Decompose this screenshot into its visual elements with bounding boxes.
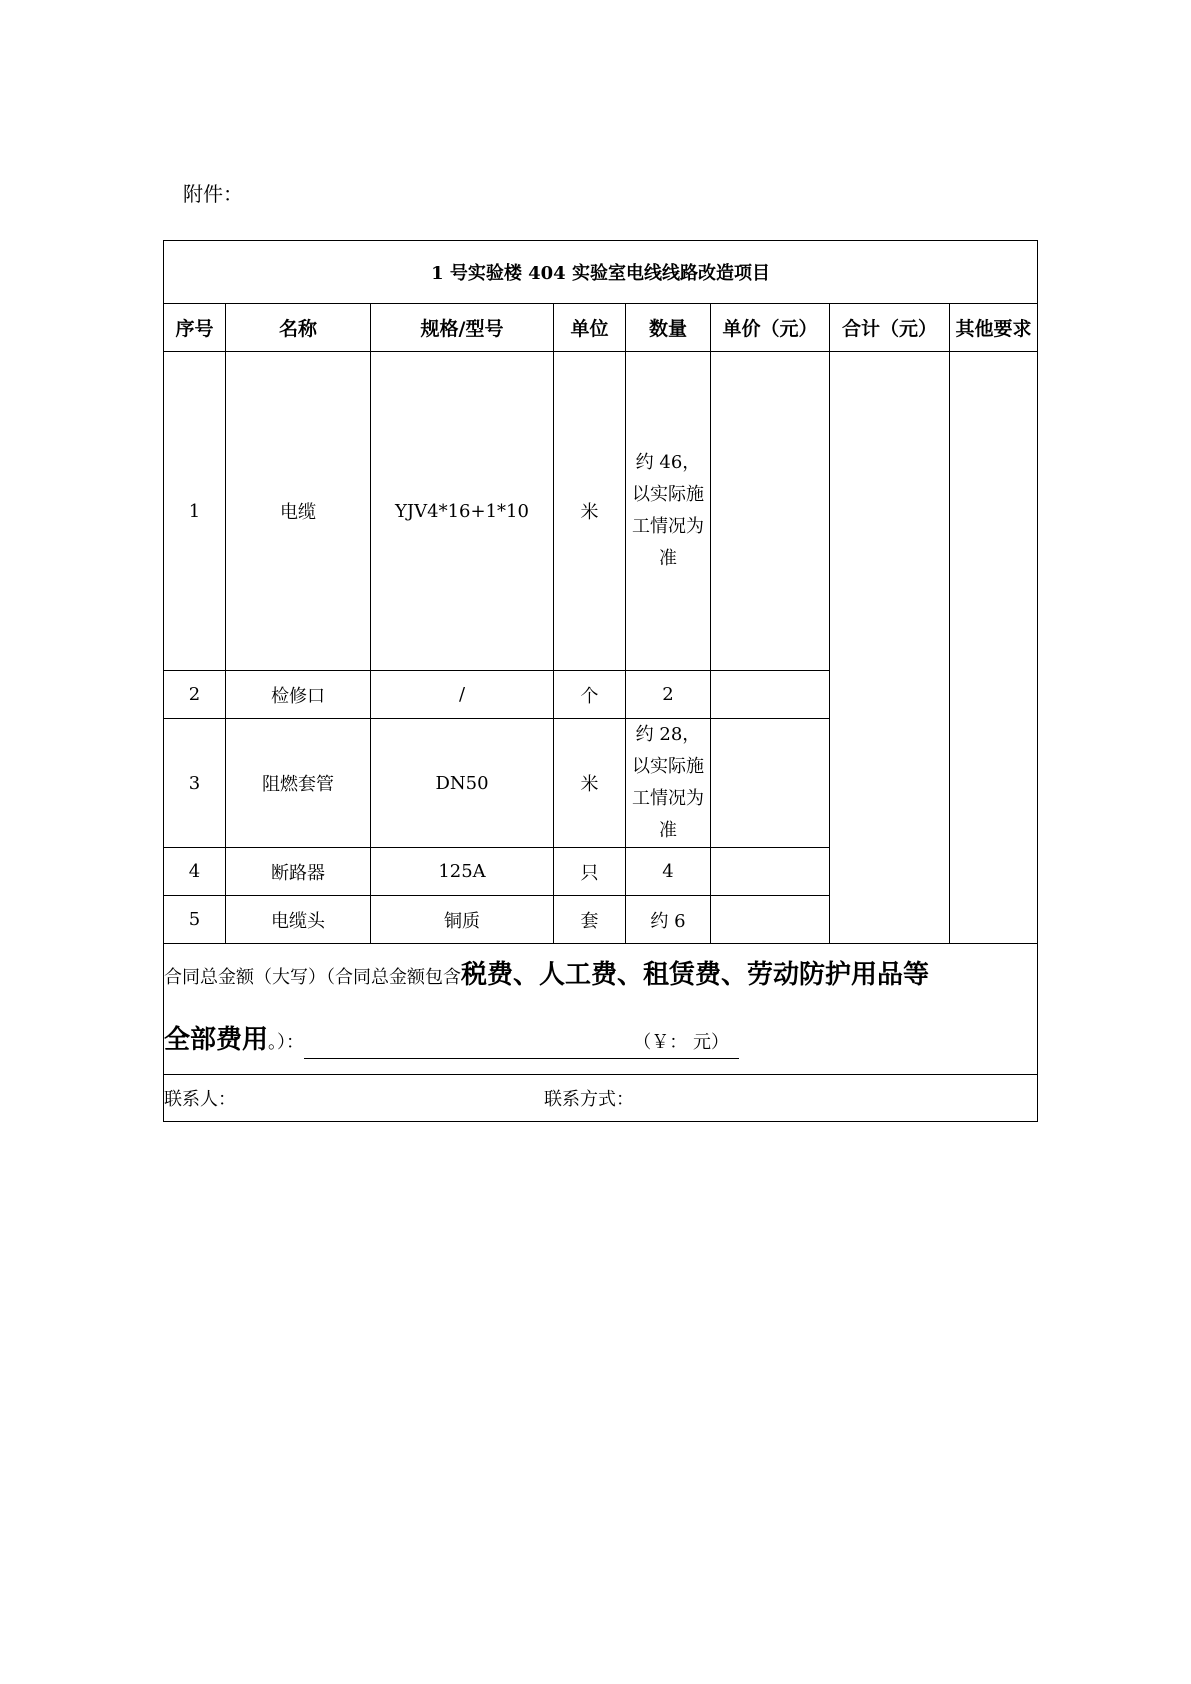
- row-name: 检修口: [226, 671, 371, 719]
- row-unit-price: [711, 896, 830, 944]
- row-no: 4: [164, 848, 226, 896]
- total-cell: [830, 352, 950, 944]
- contact-method-label: 联系方式：: [544, 1089, 634, 1110]
- header-total: 合计（元）: [830, 304, 950, 352]
- table-title: 1 号实验楼 404 实验室电线线路改造项目: [164, 241, 1038, 304]
- row-unit-price: [711, 671, 830, 719]
- row-unit: 个: [554, 671, 626, 719]
- row-qty: [626, 352, 711, 671]
- header-unit-price: 单价（元）: [711, 304, 830, 352]
- yen-amount: （￥： 元）: [633, 1032, 730, 1053]
- header-unit: 单位: [554, 304, 626, 352]
- row-spec: /: [371, 671, 554, 719]
- row-spec: 125A: [371, 848, 554, 896]
- contact-person-label: 联系人：: [164, 1089, 236, 1110]
- row-qty: 2: [626, 671, 711, 719]
- row-qty-text: 约 46，以实际施工情况为准: [632, 452, 704, 569]
- row-name: 阻燃套管: [226, 719, 371, 848]
- attachment-label: 附件：: [183, 182, 243, 206]
- total-amount-field[interactable]: [304, 1028, 739, 1059]
- header-spec: 规格/型号: [371, 304, 554, 352]
- row-name: 断路器: [226, 848, 371, 896]
- header-name: 名称: [226, 304, 371, 352]
- total-amount-suffix: 。）：: [268, 1032, 305, 1053]
- total-amount-cell: [164, 944, 1038, 1075]
- header-qty: 数量: [626, 304, 711, 352]
- row-unit: 米: [554, 352, 626, 671]
- total-amount-includes: 税费、人工费、租赁费、劳动防护用品等: [461, 960, 930, 990]
- row-no: 5: [164, 896, 226, 944]
- row-qty: 约 6: [626, 896, 711, 944]
- row-unit: 套: [554, 896, 626, 944]
- contact-row: [164, 1075, 1038, 1122]
- row-qty: 4: [626, 848, 711, 896]
- table-row: [164, 352, 1038, 671]
- row-unit-price: [711, 719, 830, 848]
- row-name: 电缆头: [226, 896, 371, 944]
- quotation-table: [163, 240, 1038, 1122]
- total-amount-label: 合同总金额（大写）（合同总金额包含: [164, 967, 461, 988]
- header-other: 其他要求: [950, 304, 1038, 352]
- row-unit-price: [711, 848, 830, 896]
- row-no: 2: [164, 671, 226, 719]
- row-unit: 只: [554, 848, 626, 896]
- total-amount-includes-2: 全部费用: [164, 1025, 269, 1055]
- table-header-row: [164, 304, 1038, 352]
- row-no: 1: [164, 352, 226, 671]
- row-no: 3: [164, 719, 226, 848]
- row-spec: DN50: [371, 719, 554, 848]
- row-spec: 铜质: [371, 896, 554, 944]
- row-spec: YJV4*16+1*10: [371, 352, 554, 671]
- total-amount-text: [164, 944, 1037, 1074]
- row-name: 电缆: [226, 352, 371, 671]
- row-unit-price: [711, 352, 830, 671]
- row-qty-text: 约 28，以实际施工情况为准: [632, 724, 704, 841]
- other-requirements-cell: [950, 352, 1038, 944]
- row-unit: 米: [554, 719, 626, 848]
- header-no: 序号: [164, 304, 226, 352]
- row-qty: [626, 719, 711, 848]
